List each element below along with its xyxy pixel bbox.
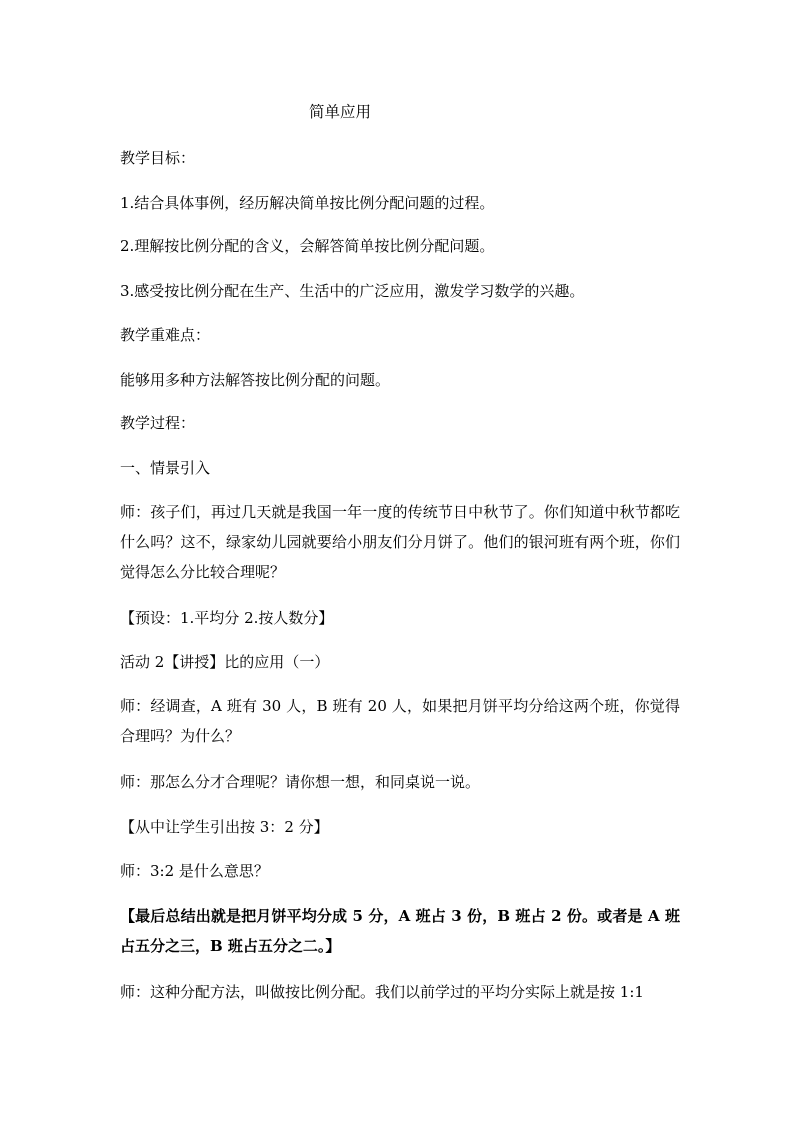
summary-note: 【最后总结出就是把月饼平均分成 5 分，A 班占 3 份，B 班占 2 份。或者是 A 班占五分之三，B 班占五分之二。】: [120, 907, 680, 955]
objective-item-3: 3.感受按比例分配在生产、生活中的广泛应用，激发学习数学的兴趣。: [120, 282, 585, 300]
section-heading-objectives: 教学目标：: [120, 149, 196, 167]
objective-item-1: 1.结合具体事例，经历解决简单按比例分配问题的过程。: [120, 194, 495, 212]
teacher-dialogue-4: 师：3:2 是什么意思？: [120, 862, 269, 880]
activity-heading: 活动 2【讲授】比的应用（一）: [120, 653, 330, 671]
document-title: 简单应用: [308, 103, 371, 121]
key-points-text: 能够用多种方法解答按比例分配的问题。: [120, 371, 391, 389]
teacher-dialogue-5: 师：这种分配方法，叫做按比例分配。我们以前学过的平均分实际上就是按 1:1: [120, 983, 644, 1001]
section-heading-process: 教学过程：: [120, 414, 196, 432]
teacher-dialogue-3: 师：那怎么分才合理呢？请你想一想，和同桌说一说。: [120, 773, 481, 791]
ratio-note: 【从中让学生引出按 3：2 分】: [120, 818, 329, 836]
objective-item-2: 2.理解按比例分配的含义，会解答简单按比例分配问题。: [120, 237, 495, 255]
teacher-dialogue-2: 师：经调查，A 班有 30 人，B 班有 20 人，如果把月饼平均分给这两个班，你觉得合理吗？为什么？: [120, 697, 680, 745]
teacher-dialogue-1: 师：孩子们，再过几天就是我国一年一度的传统节日中秋节了。你们知道中秋节都吃什么吗？这不，绿家幼儿园就要给小朋友们分月饼了。他们的银河班有两个班，你们觉得怎么分比较合理呢？: [120, 503, 680, 581]
section-heading-key-points: 教学重难点：: [120, 326, 211, 344]
preset-note: 【预设：1.平均分 2.按人数分】: [120, 609, 334, 627]
subsection-heading-intro: 一、情景引入: [120, 459, 211, 477]
